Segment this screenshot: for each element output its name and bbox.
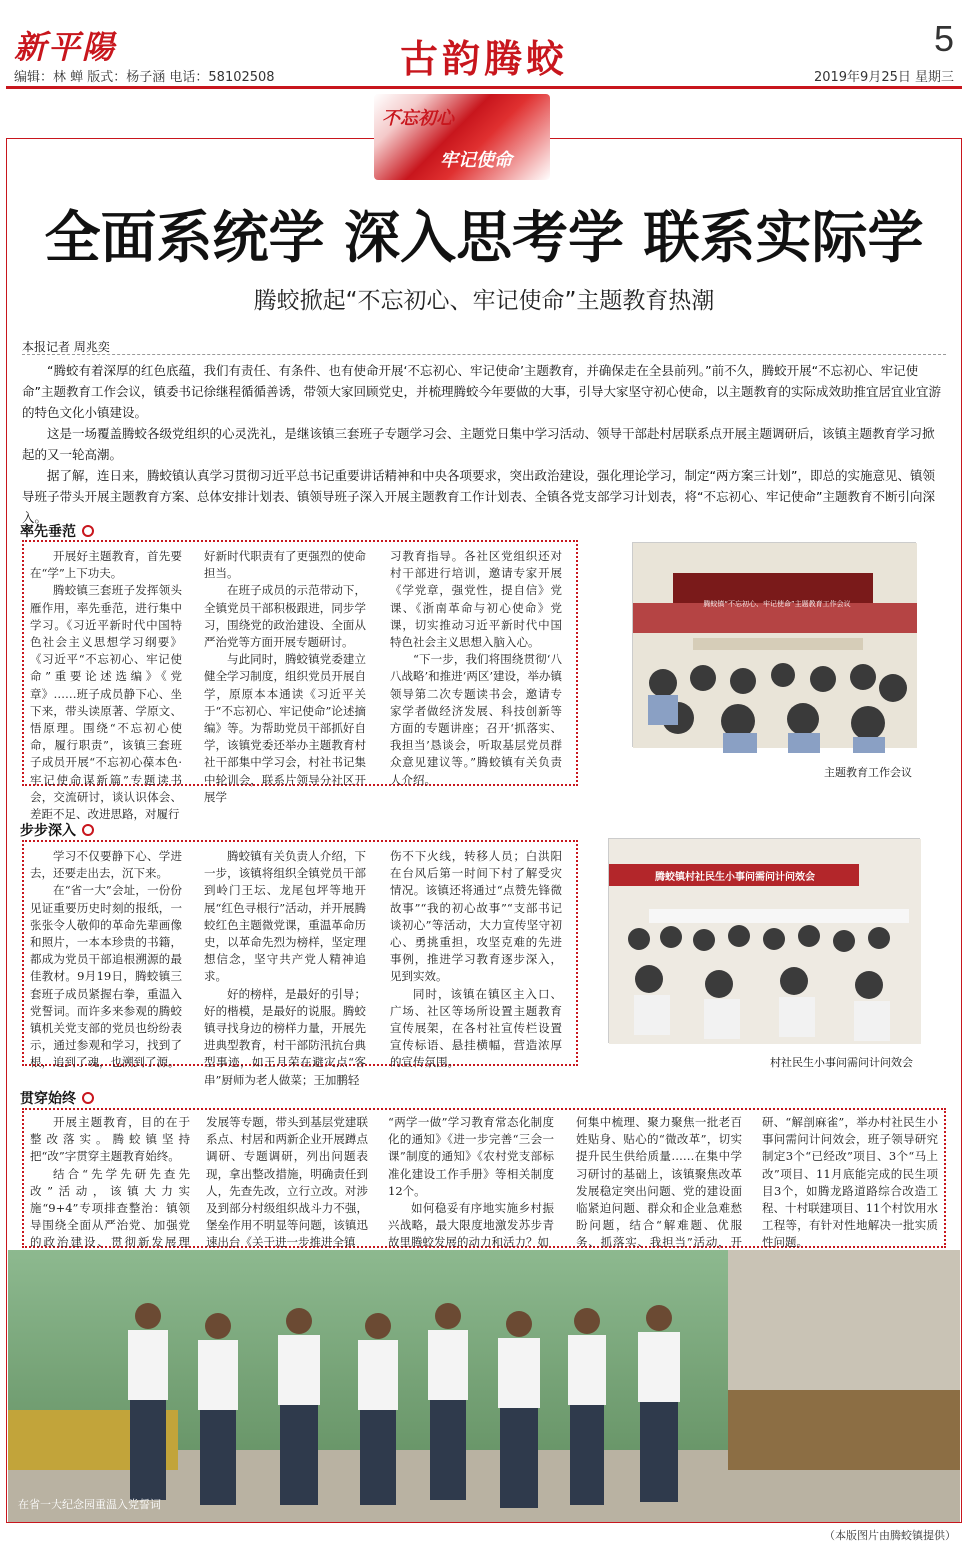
paragraph: 在“省一大”会址，一份份见证重要历史时刻的报纸，一张张令人敬仰的革命先辈画像和照片，一本本珍贵的书籍，都成为党员干部追根溯源的最佳教材。9月19日，腾蛟镇三套班子成员紧握右拳，重温入党誓词。而许多来参观的腾蛟镇机关党支部的党员也纷纷表示，通过参观和学习，找到了根，追到了魂，也溯到了源。	[30, 883, 182, 1070]
date-line: 2019年9月25日 星期三	[813, 70, 954, 85]
text-column	[204, 548, 366, 804]
circle-icon	[82, 824, 94, 836]
lead-paragraph: 这是一场覆盖腾蛟各级党组织的心灵洗礼，是继该镇三套班子专题学习会、主题党日集中学习活动、领导干部赴村居联系点开展主题调研后，该镇主题教育学习掀起的又一轮高潮。	[22, 426, 935, 462]
paragraph: 与此同时，腾蛟镇党委建立健全学习制度，组织党员开展自学，原原本本通读《习近平关于“不忘初心、牢记使命”论述摘编》等。为帮助党员干部抓好自学，该镇党委还举办主题教育村社干部集中学习会，村社书记集中轮训会，联系片领导分社区开展学	[204, 652, 366, 804]
paragraph: “下一步，我们将围绕贯彻‘八八战略’和推进‘两区’建设，举办镇领导第二次专题读书会，邀请专家学者做经济发展、科技创新等方面的专题讲座；召开‘抓落实、我担当’恳谈会，听取基层党员群众意见建议等。”腾蛟镇有关负责人介绍。	[390, 652, 562, 787]
paragraph: 开展主题教育，目的在于整改落实。腾蛟镇坚持把“改”字贯穿主题教育始终。	[30, 1115, 190, 1164]
text-column	[390, 848, 562, 1070]
sub-headline: 腾蛟掀起“不忘初心、牢记使命”主题教育热潮	[253, 288, 715, 314]
text-column	[204, 848, 366, 1087]
paragraph: 学习不仅要静下心、学进去，还要走出去，沉下来。	[30, 849, 182, 881]
photo-caption: 在省一大纪念园重温入党誓词	[18, 1498, 161, 1511]
byline-divider	[22, 354, 946, 355]
banner-line-2: 牢记使命	[440, 150, 512, 171]
photo-caption: 村社民生小事问需问计问效会	[770, 1056, 913, 1069]
editor-line: 编辑：林 蝉 版式：杨子涵 电话：58102508	[14, 70, 275, 85]
paragraph: 研、“解剖麻雀”，举办村社民生小事问需问计问效会，班子领导研究制定3个“已经改”项目、3个“马上改”项目、11月底能完成的民生项目3个，如腾龙路道路综合改造工程、十村联建项目、11个村饮用水工程等，有针对性地解决一批实质性问题。	[762, 1115, 938, 1250]
meeting-photo-illustration	[633, 543, 917, 748]
banner-line-1: 不忘初心	[382, 108, 454, 129]
lead-paragraph: “腾蛟有着深厚的红色底蕴，我们有责任、有条件、也有使命开展‘不忘初心、牢记使命’主题教育，并确保走在全县前列。”前不久，腾蛟开展“不忘初心、牢记使命”主题教育工作会议，镇委书记徐继程循循善诱，带领大家回顾党史，并梳理腾蛟今年要做的大事，引导大家坚守初心使命，以主题教育的实际成效助推宜居宜业宜游的特色文化小镇建设。	[22, 363, 941, 420]
photo-banner-text: 腾蛟镇村社民生小事问需问计问效会	[655, 872, 815, 883]
section-heading-3	[20, 1088, 94, 1108]
circle-icon	[82, 525, 94, 537]
paragraph: 在班子成员的示范带动下，全镇党员干部积极跟进，同步学习，围绕党的政治建设、全面从严治党等方面开展专题研讨。	[204, 583, 366, 650]
text-column	[30, 548, 182, 822]
section-title: 古韵腾蛟	[399, 37, 568, 81]
paragraph: 同时，该镇在镇区主入口、广场、社区等场所设置主题教育宣传展架，在各村社宣传栏设置宣传标语、悬挂横幅，营造浓厚的宣传氛围。	[390, 986, 562, 1070]
paragraph: 腾蛟镇三套班子发挥领头雁作用，率先垂范，进行集中学习。《习近平新时代中国特色社会主义思想学习纲要》《习近平“不忘初心、牢记使命”重要论述选编》《党章》……班子成员静下心、坐下来，带头读原著、学原文、悟原理。围绕“不忘初心使命，履行职责”，该镇三套班子成员开展“不忘初心葆本色·牢记使命谋新篇”专题读书会，交流研讨，谈认识体会、差距不足、改进思路，对履行	[30, 583, 182, 822]
text-column	[30, 848, 182, 1070]
photo-meeting	[632, 542, 916, 747]
paragraph: 习教育指导。各社区党组织还对村干部进行培训，邀请专家开展《学党章，强党性，提自信》党课、《浙南革命与初心使命》党课，切实推动习近平新时代中国特色社会主义思想入脑入心。	[390, 549, 562, 650]
text-column	[30, 1114, 190, 1250]
paragraph: “两学一做”学习教育常态化制度化的通知》《进一步完善“三会一课”制度的通知》《农村党支部标准化建设工作手册》等相关制度12个。	[388, 1115, 554, 1198]
photo-banner-text: 腾蛟镇“不忘初心、牢记使命”主题教育工作会议	[703, 600, 851, 608]
photo-oath	[8, 1250, 960, 1522]
paragraph: 开展好主题教育，首先要在“学”上下功夫。	[30, 549, 182, 581]
paragraph: 如何稳妥有序地实施乡村振兴战略，最大限度地激发苏步青故里腾蛟发展的动力和活力？如	[388, 1201, 554, 1250]
byline: 本报记者 周兆奕	[22, 340, 110, 354]
masthead-logo: 新平陽	[14, 28, 117, 66]
photo-caption: 主题教育工作会议	[824, 766, 912, 779]
text-column	[388, 1114, 554, 1250]
paragraph: 何集中梳理、聚力聚焦一批老百姓贴身、贴心的“微改革”，切实提升民生供给质量……在集中学习研讨的基础上，该镇聚焦改革发展稳定突出问题、党的建设面临紧迫问题、群众和企业急难愁盼问题，结合“解难题、优服务、抓落实、我担当”活动，开	[576, 1115, 742, 1250]
paragraph: 结合“先学先研先查先改”活动，该镇大力实施“9+4”专项排查整治：镇领导围绕全面从严治党、加强党的政治建设、贯彻新发展理	[30, 1166, 190, 1250]
paragraph: 伤不下火线，转移人员；白洪阳在台风后第一时间下村了解受灾情况。该镇还将通过“点赞先锋微故事”“我的初心故事”“支部书记谈初心”等活动，大力宣传坚守初心、勇挑重担，攻坚克难的先进事例，推进学习教育逐步深入，见到实效。	[390, 849, 562, 984]
text-column	[576, 1114, 742, 1250]
oath-photo-illustration	[8, 1250, 960, 1522]
paragraph: 腾蛟镇有关负责人介绍，下一步，该镇将组织全镇党员干部到岭门王坛、龙尾包坪等地开展“红色寻根行”活动，并开展腾蛟红色主题微党课，重温革命历史，以革命先烈为榜样，坚定理想信念，坚守共产党人精神追求。	[204, 849, 366, 984]
section-title-text: 步步深入	[20, 823, 76, 839]
text-column	[206, 1114, 368, 1250]
text-column	[390, 548, 562, 787]
section-title-text: 贯穿始终	[20, 1091, 76, 1107]
main-headline: 全面系统学 深入思考学 联系实际学	[44, 206, 924, 271]
page-number: 5	[933, 18, 954, 59]
section-heading-1	[20, 521, 94, 541]
header-rule	[6, 86, 962, 89]
text-column	[762, 1114, 938, 1250]
photo-forum	[608, 838, 920, 1043]
photo-credit: （本版图片由腾蛟镇提供）	[824, 1529, 956, 1542]
section-title-text: 率先垂范	[20, 524, 76, 540]
paragraph: 好的榜样，是最好的引导；好的楷模，是最好的说服。腾蛟镇寻找身边的榜样力量，开展先进典型教育，村干部防汛抗台典型事迹，如王月荣在避灾点“客串”厨师为老人做菜；王加鹏轻	[204, 986, 366, 1087]
section-heading-2	[20, 820, 94, 840]
paragraph: 发展等专题，带头到基层党建联系点、村居和两新企业开展蹲点调研、专题调研，列出问题表现，拿出整改措施，明确责任到人，先查先改，立行立改。对涉及到部分村级组织战斗力不强，堡垒作用不明显等问题，该镇迅速出台《关于进一步推进全镇	[206, 1115, 368, 1250]
lead-paragraph: 据了解，连日来，腾蛟镇认真学习贯彻习近平总书记重要讲话精神和中央各项要求，突出政治建设，强化理论学习，制定“两方案三计划”，即总的实施意见、镇领导班子带头开展主题教育方案、总体安排计划表、镇领导班子深入开展主题教育工作计划表、全镇各党支部学习计划表，将“不忘初心、牢记使命”主题教育不断引向深入。	[22, 468, 935, 525]
paragraph: 好新时代职责有了更强烈的使命担当。	[204, 549, 366, 581]
circle-icon	[82, 1092, 94, 1104]
